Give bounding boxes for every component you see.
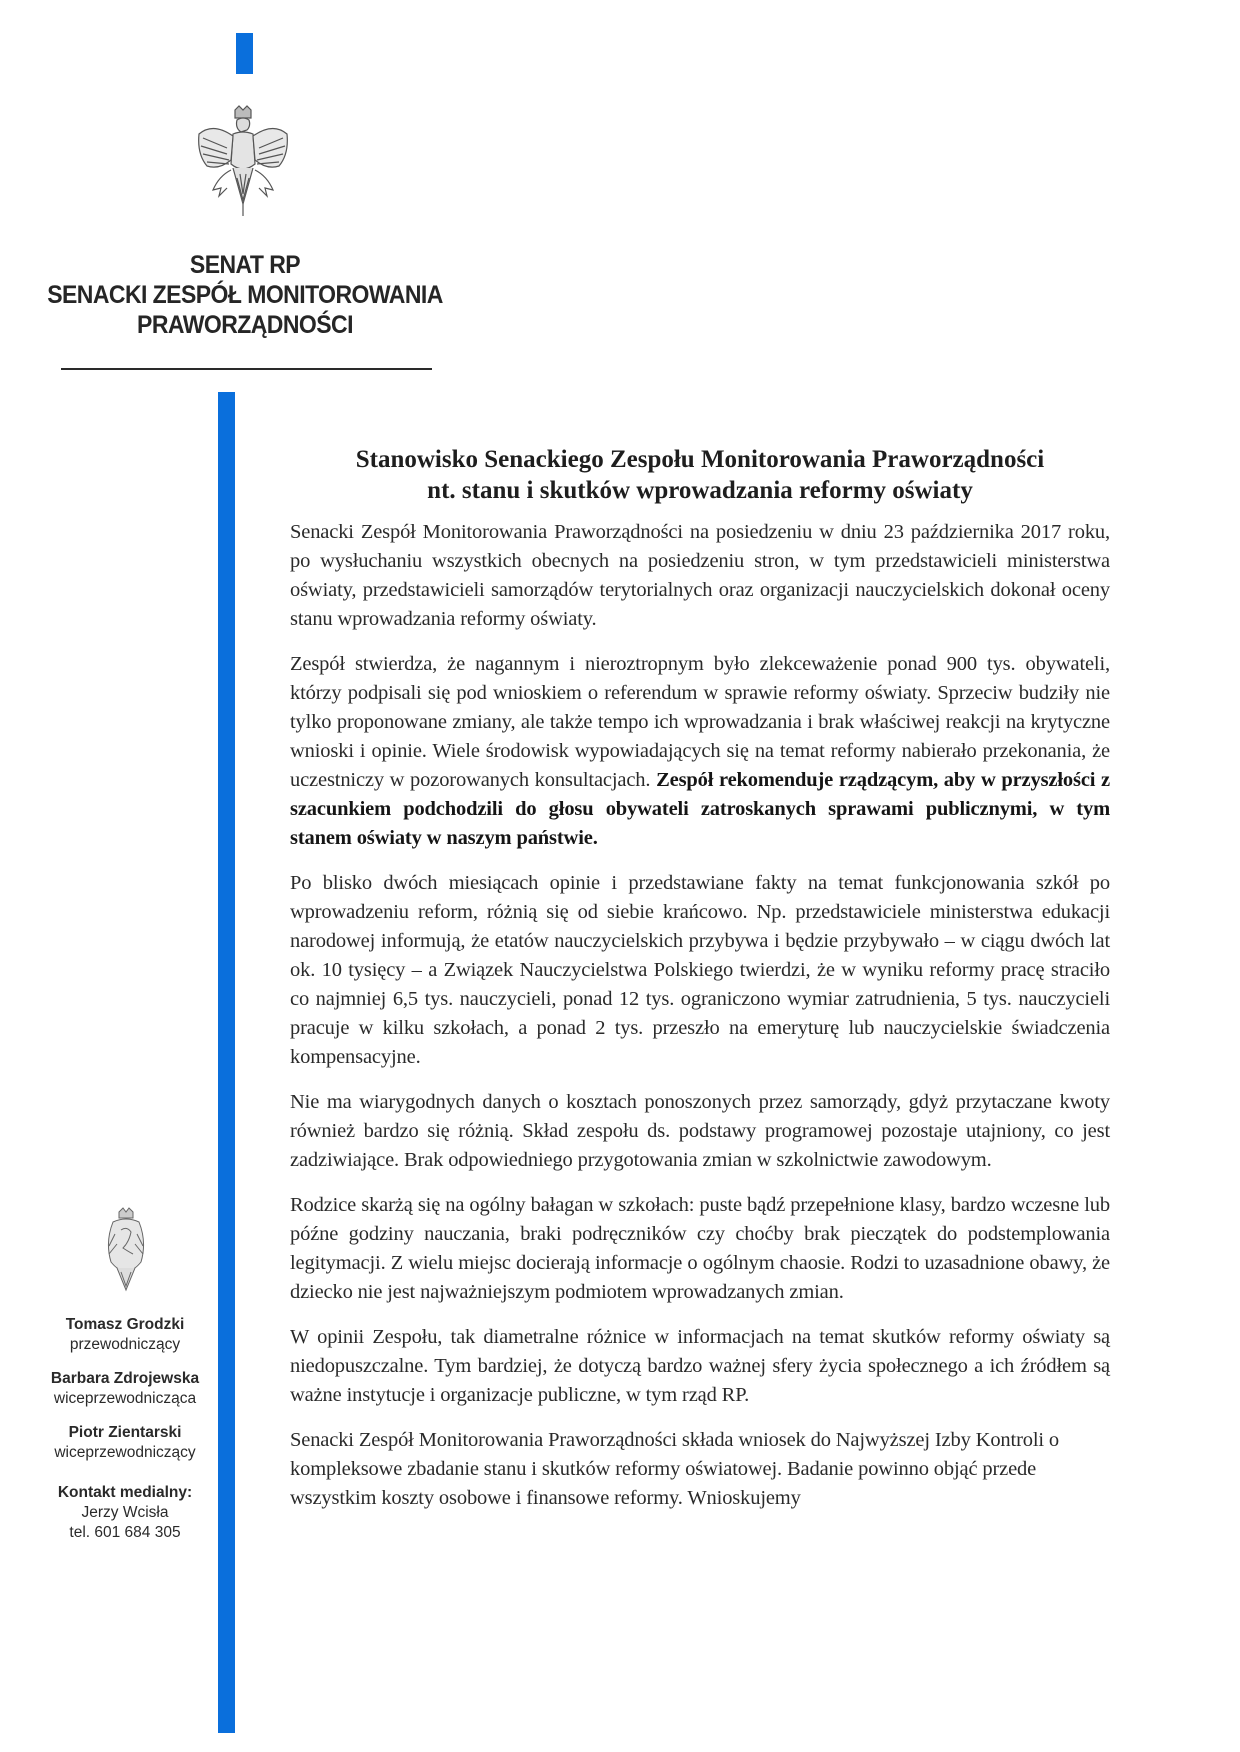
media-contact bbox=[30, 1483, 220, 1543]
member-name: Tomasz Grodzki bbox=[65, 1316, 185, 1333]
blue-accent-bar-side bbox=[218, 392, 235, 1733]
paragraph-5: Rodzice skarżą się na ogólny bałagan w szkołach: puste bądź przepełnione klasy, bardzo wczesne lub późne godziny nauczania, braki podręczników czy choćby brak pieczątek do podstemplowania legitymacji. Z wielu miejsc docierają informacje o ogólnym chaosie. Rodzi to uzasadnione obawy, że dziecko nie jest najważniejszym podmiotem wprowadzanych zmian. bbox=[290, 1194, 1110, 1303]
title-line-2: nt. stanu i skutków wprowadzania reformy oświaty bbox=[427, 477, 973, 504]
member-name: Piotr Zientarski bbox=[68, 1424, 182, 1441]
statement-title bbox=[290, 444, 1110, 506]
paragraph-2-recommendation: Zespół rekomenduje rządzącym, aby w przyszłości z szacunkiem podchodzili do głosu obywateli zatroskanych sprawami publicznymi, w tym stanem oświaty w naszym państwie. bbox=[290, 769, 1110, 849]
member-vice-chair-2 bbox=[30, 1423, 220, 1463]
header-line-zespol: SENACKI ZESPÓŁ MONITOROWANIA bbox=[47, 281, 443, 309]
media-contact-name: Jerzy Wcisła bbox=[81, 1504, 169, 1521]
member-vice-chair-1 bbox=[30, 1369, 220, 1409]
paragraph-4: Nie ma wiarygodnych danych o kosztach ponoszonych przez samorządy, gdyż przytaczane kwoty również bardzo się różnią. Skład zespołu ds. podstawy programowej pozostaje utajniony, co jest zadziwiające. Brak odpowiedniego przygotowania zmian w szkolnictwie zawodowym. bbox=[290, 1091, 1110, 1171]
paragraph-7: Senacki Zespół Monitorowania Praworządności składa wniosek do Najwyższej Izby Kontroli o kompleksowe zbadanie stanu i skutków reformy oświatowej. Badanie powinno objąć przede wszystkim koszty osobowe i finansowe reformy. Wnioskujemy bbox=[290, 1429, 1060, 1509]
paragraph-2 bbox=[290, 650, 1110, 853]
header-line-senat: SENAT RP bbox=[189, 251, 301, 279]
paragraph-1: Senacki Zespół Monitorowania Praworządności na posiedzeniu w dniu 23 października 2017 roku, po wysłuchaniu wszystkich obecnych na posiedzeniu stron, w tym przedstawicieli ministerstwa oświaty, przedstawicieli samorządów terytorialnych oraz organizacji nauczycielskich dokonał oceny stanu wprowadzania reformy oświaty. bbox=[290, 521, 1110, 630]
member-role: przewodniczący bbox=[69, 1336, 181, 1353]
member-role: wiceprzewodnicząca bbox=[53, 1390, 197, 1407]
header-line-praworzadnosci: PRAWORZĄDNOŚCI bbox=[137, 311, 353, 339]
member-role: wiceprzewodniczący bbox=[54, 1444, 196, 1461]
paragraph-2-text: Zespół stwierdza, że nagannym i nieroztropnym było zlekceważenie ponad 900 tys. obywateli, którzy podpisali się pod wnioskiem o referendum w sprawie reformy oświaty. Sprzeciw budziły nie tylko proponowane zmiany, ale także tempo ich wprowadzania i brak właściwej reakcji na krytyczne wnioski i opinie. Wiele środowisk wypowiadających się na temat reformy nabierało przekonania, że uczestniczy w pozorowanych konsultacjach. bbox=[290, 653, 1110, 791]
title-line-1: Stanowisko Senackiego Zespołu Monitorowania Praworządności bbox=[355, 446, 1045, 473]
polish-eagle-emblem-icon bbox=[193, 104, 293, 218]
media-contact-label: Kontakt medialny: bbox=[57, 1484, 193, 1501]
member-chair bbox=[30, 1315, 220, 1355]
paragraph-3: Po blisko dwóch miesiącach opinie i przedstawiane fakty na temat funkcjonowania szkół po wprowadzeniu reform, różnią się od siebie krańcowo. Np. przedstawiciele ministerstwa edukacji narodowej informują, że etatów nauczycielskich przybywa i będzie przybywało – w ciągu dwóch lat ok. 10 tysięcy – a Związek Nauczycielstwa Polskiego twierdzi, że w wyniku reformy pracę straciło co najmniej 6,5 tys. nauczycieli, ponad 12 tys. ograniczono wymiar zatrudnienia, 5 tys. nauczycieli pracuje w kilku szkołach, a ponad 2 tys. przeszło na emeryturę lub nauczycielskie świadczenia kompensacyjne. bbox=[290, 872, 1110, 1068]
member-name: Barbara Zdrojewska bbox=[50, 1370, 200, 1387]
statement-body bbox=[290, 444, 1110, 1529]
paragraph-6: W opinii Zespołu, tak diametralne różnice w informacjach na temat skutków reformy oświaty są niedopuszczalne. Tym bardziej, że dotyczą bardzo ważnej sfery życia społecznego a ich źródłem są ważne instytucje i organizacje publiczne, w tym rząd RP. bbox=[290, 1326, 1110, 1406]
header-divider bbox=[61, 368, 432, 370]
committee-members bbox=[30, 1315, 220, 1543]
senate-eagle-emblem-icon bbox=[99, 1206, 153, 1294]
media-contact-phone: tel. 601 684 305 bbox=[69, 1524, 181, 1541]
blue-accent-bar-top bbox=[236, 33, 253, 74]
institution-header bbox=[47, 250, 443, 340]
